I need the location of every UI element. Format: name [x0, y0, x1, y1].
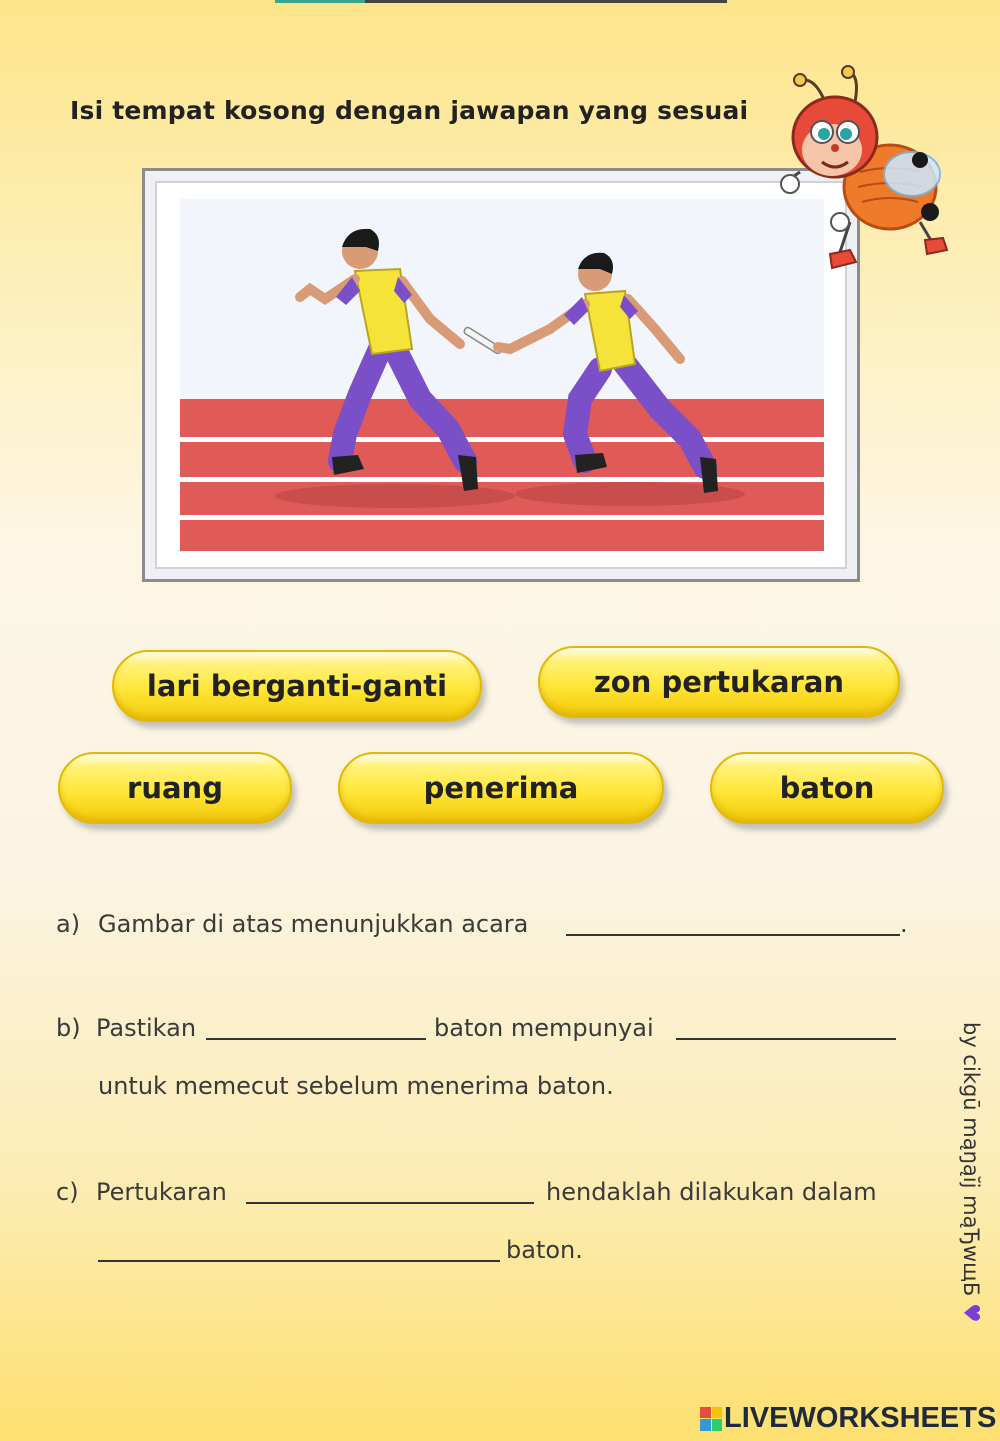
- question-b-label: b): [56, 1014, 81, 1042]
- top-progress-bar: [275, 0, 727, 3]
- relay-race-picture: [142, 168, 860, 582]
- blank-b-1[interactable]: [206, 1038, 426, 1040]
- question-c-text-2: hendaklah dilakukan dalam: [546, 1178, 877, 1206]
- blank-b-2[interactable]: [676, 1038, 896, 1040]
- question-a-end: .: [900, 910, 908, 938]
- brand-text: LIVEWORKSHEETS: [724, 1402, 997, 1434]
- question-b-line-2: untuk memecut sebelum menerima baton.: [98, 1072, 614, 1100]
- heart-icon: ♥: [958, 1303, 983, 1323]
- liveworksheets-logo-icon: [700, 1407, 722, 1431]
- word-chip-penerima[interactable]: penerima: [338, 752, 664, 824]
- question-c-text-1: Pertukaran: [96, 1178, 227, 1206]
- author-credit-text: by cikgū mąŋąĭj mąЂwщБ: [959, 1022, 983, 1297]
- blank-a-1[interactable]: [566, 934, 900, 936]
- word-chip-lari-berganti-ganti[interactable]: lari berganti-ganti: [112, 650, 482, 722]
- question-a-text: Gambar di atas menunjukkan acara: [98, 910, 529, 938]
- word-chip-ruang[interactable]: ruang: [58, 752, 292, 824]
- question-a-label: a): [56, 910, 81, 938]
- relay-illustration: [180, 199, 824, 551]
- question-b-text-2: baton mempunyai: [434, 1014, 654, 1042]
- question-c-end: baton.: [506, 1236, 583, 1264]
- ladybug-mascot-icon: [780, 62, 950, 282]
- instruction-heading: Isi tempat kosong dengan jawapan yang sesuai: [70, 96, 749, 125]
- author-credit: [958, 1022, 983, 1332]
- question-c-label: c): [56, 1178, 79, 1206]
- liveworksheets-brand[interactable]: [700, 1402, 996, 1435]
- question-b-text-1: Pastikan: [96, 1014, 197, 1042]
- blank-c-2[interactable]: [98, 1260, 500, 1262]
- running-track: [180, 399, 824, 551]
- word-chip-baton[interactable]: baton: [710, 752, 944, 824]
- blank-c-1[interactable]: [246, 1202, 534, 1204]
- word-chip-zon-pertukaran[interactable]: zon pertukaran: [538, 646, 900, 718]
